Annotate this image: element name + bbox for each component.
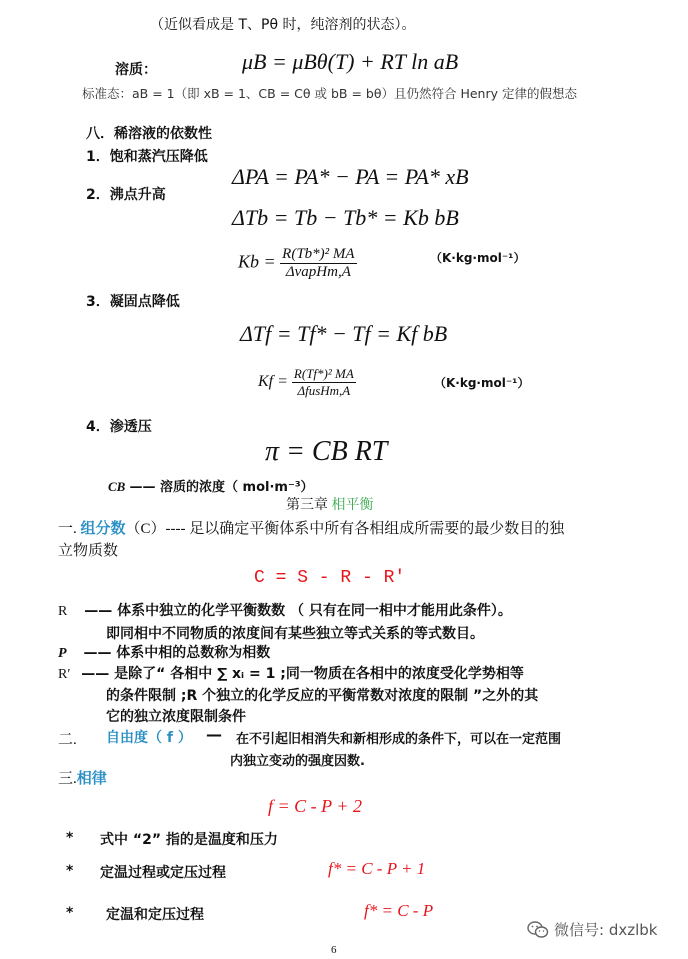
section-three-line: [58, 767, 107, 788]
item-boiling-point: 2．沸点升高: [86, 187, 166, 203]
bullet-2-text: 定温过程或定压过程: [100, 865, 226, 881]
section-one-text-2: 立物质数: [58, 543, 119, 559]
r-prime-symbol: R′: [58, 667, 71, 682]
section-one-line: [58, 517, 564, 538]
r-prime-definition: [58, 663, 524, 683]
wechat-watermark: [527, 919, 657, 940]
item-vapor-pressure: 1．饱和蒸汽压降低: [86, 149, 208, 165]
kb-unit: （K·kg·mol⁻¹）: [430, 251, 526, 265]
osmotic-formula: π = CB RT: [265, 436, 388, 467]
section-two-prefix: 二.: [58, 732, 77, 748]
section-two-text-1: 在不引起旧相消失和新相形成的条件下，可以在一定范围: [236, 732, 562, 747]
section-one-prefix: 一.: [58, 521, 77, 537]
section-two-dash: —: [206, 725, 222, 744]
kb-numerator: R(Tb*)² MA: [282, 246, 355, 262]
item-freezing-point: 3．凝固点降低: [86, 294, 180, 310]
section-three-prefix: 三.: [58, 771, 77, 787]
bullet-3-formula: f* = C - P: [364, 901, 434, 920]
component-formula: C = S - R - R′: [254, 568, 406, 588]
state-note: （近似看成是 T、Pθ 时，纯溶剂的状态）。: [150, 17, 416, 33]
p-symbol: P: [58, 646, 67, 661]
bullet-2-formula: f* = C - P + 1: [328, 859, 426, 878]
section-8-heading: 八．稀溶液的依数性: [86, 126, 212, 142]
kb-label: Kb =: [238, 251, 276, 272]
kf-denominator: ΔfusHm,A: [297, 383, 351, 398]
wechat-icon: [527, 921, 549, 939]
p-definition: [58, 642, 270, 662]
chapter-3-title: [286, 494, 374, 514]
bullet-1-star: *: [66, 830, 74, 846]
r-symbol: R: [58, 604, 68, 619]
solute-formula: μB = μBθ(T) + RT ln aB: [242, 49, 459, 74]
section-two-term: 自由度（ f ）: [106, 730, 192, 746]
p-text: —— 体系中相的总数称为相数: [83, 645, 271, 661]
section-two-text-2: 内独立变动的强度因数.: [230, 754, 365, 769]
r-prime-text-2: 的条件限制 ;R 个独立的化学反应的平衡常数对浓度的限制 ”之外的其: [106, 688, 539, 704]
r-text-2: 即同相中不同物质的浓度间有某些独立等式关系的等式数目。: [106, 626, 484, 642]
kb-denominator: ΔvapHm,A: [285, 264, 351, 280]
standard-state-text: 标准态：aB = 1（即 xB = 1、CB = Cθ 或 bB = bθ）且仍然符合 Henry 定律的假想态: [82, 86, 577, 101]
kf-label: Kf =: [258, 373, 288, 391]
bullet-3-star: *: [66, 905, 74, 921]
item-osmotic-pressure: 4．渗透压: [86, 419, 152, 435]
vapor-pressure-formula: ΔPA = PA* − PA = PA* xB: [232, 164, 469, 189]
chapter-3-prefix: 第三章: [286, 498, 328, 513]
r-prime-text-1: —— 是除了“ 各相中 ∑ xᵢ = 1 ;同一物质在各相中的浓度受化学势相等: [81, 666, 524, 682]
page-number: 6: [331, 944, 337, 956]
kf-numerator: R(Tf*)² MA: [293, 366, 354, 381]
bullet-3-text: 定温和定压过程: [106, 907, 204, 923]
cb-text: —— 溶质的浓度（ mol·m⁻³）: [129, 480, 314, 495]
section-one-term: 组分数: [80, 521, 126, 537]
r-text-1: —— 体系中独立的化学平衡数数 （ 只有在同一相中才能用此条件）。: [84, 603, 512, 619]
kf-unit: （K·kg·mol⁻¹）: [434, 376, 530, 390]
watermark-text: 微信号: dxzlbk: [554, 921, 658, 939]
r-definition: [58, 600, 512, 620]
cb-symbol: CB: [108, 479, 126, 494]
kf-fraction: [258, 366, 356, 399]
r-prime-text-3: 它的独立浓度限制条件: [106, 709, 246, 725]
phase-rule-formula: f = C - P + 2: [268, 796, 362, 816]
section-one-text: （C）---- 足以确定平衡体系中所有各相组成所需要的最少数目的独: [125, 521, 565, 537]
solute-label: 溶质：: [115, 62, 157, 78]
bullet-1-text: 式中 “2” 指的是温度和压力: [100, 832, 278, 848]
boiling-point-formula: ΔTb = Tb − Tb* = Kb bB: [232, 205, 459, 230]
cb-definition: [108, 476, 314, 495]
bullet-2-star: *: [66, 863, 74, 879]
chapter-3-name: 相平衡: [331, 498, 374, 513]
kb-fraction: [238, 246, 357, 281]
freezing-point-formula: ΔTf = Tf* − Tf = Kf bB: [240, 321, 448, 346]
section-three-term: 相律: [76, 771, 107, 787]
